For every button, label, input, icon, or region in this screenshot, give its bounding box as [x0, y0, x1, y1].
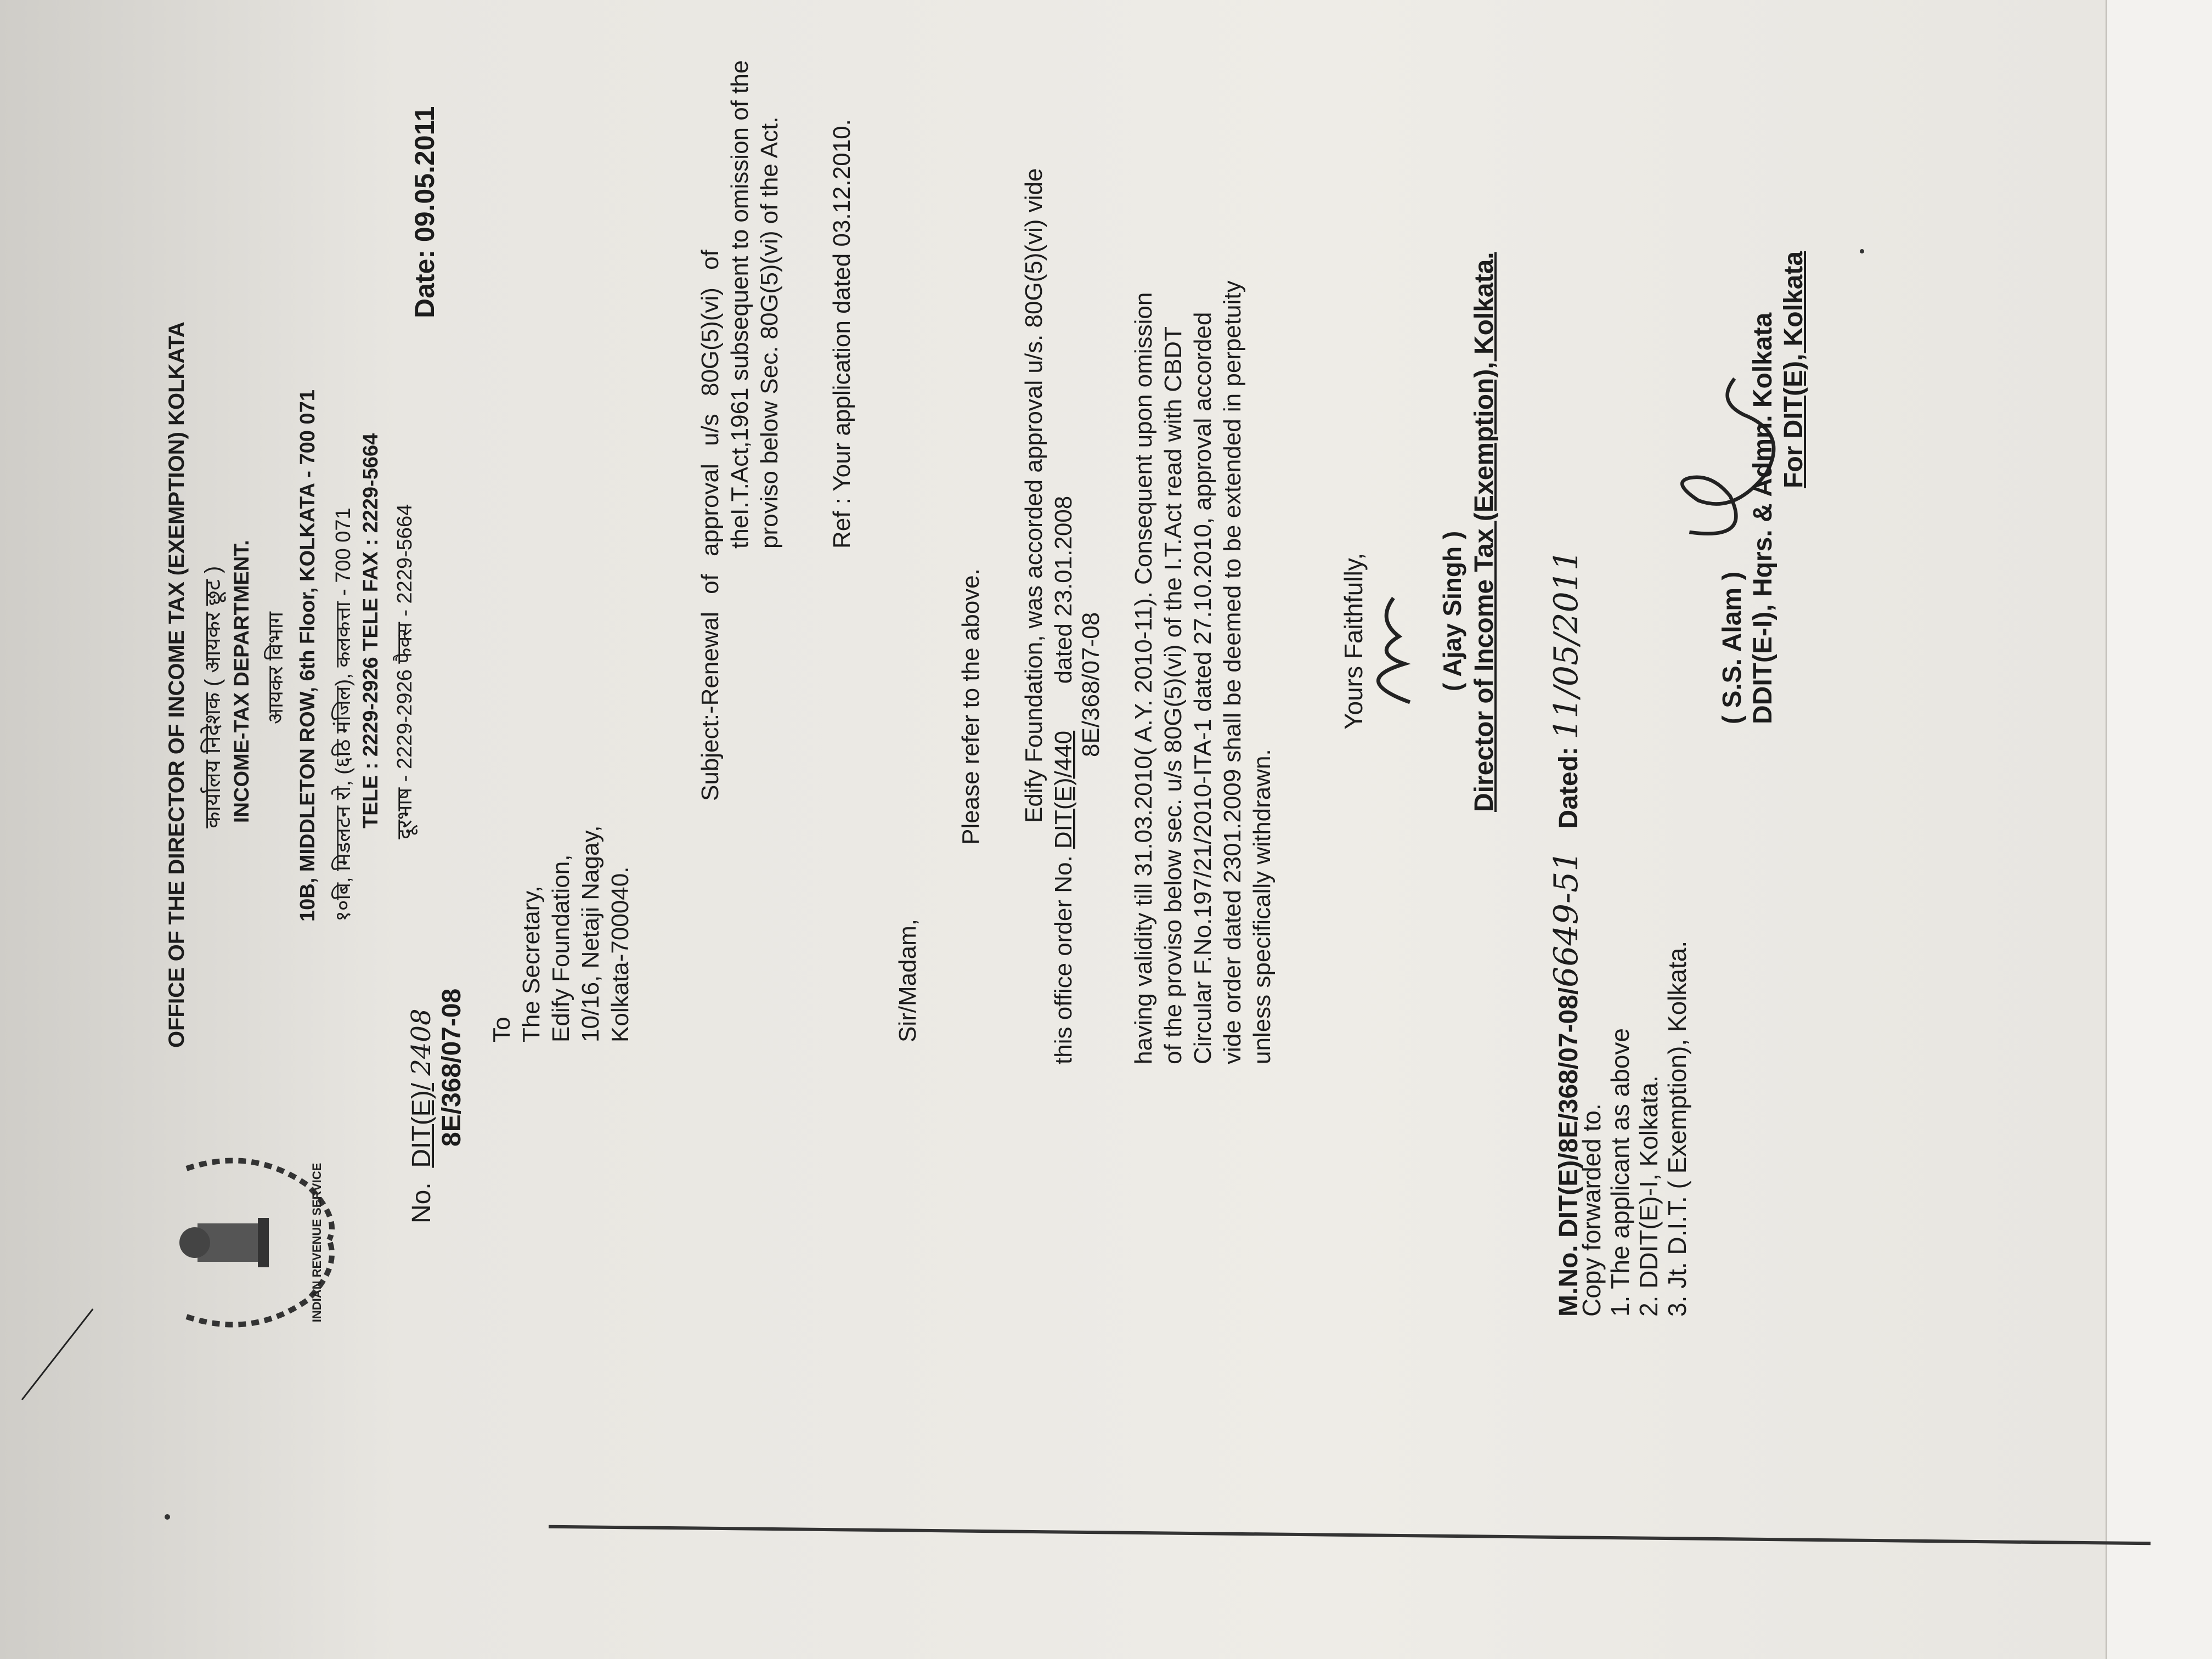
body-para3: Circular F.No.197/21/2010-ITA-1 dated 27.10.2010, approval accorded — [1189, 312, 1216, 1064]
handwritten-memo-no: 6649-51 — [1547, 850, 1585, 988]
letter-date: Date: 09.05.2011 — [409, 106, 440, 318]
handwritten-ref-no: 2408 — [406, 1008, 437, 1076]
office-address-hindi: १०बि, मिडलटन रो, (६ठि मंजिल), कलकत्ता - 700 071 — [332, 507, 355, 922]
speck — [165, 1514, 170, 1520]
paper-edge — [2106, 0, 2212, 1659]
second-signatory-name: ( S.S. Alam ) — [1718, 571, 1747, 724]
closing-yours: Yours Faithfully, — [1339, 552, 1368, 730]
handwritten-date: 11/05/2011 — [1547, 549, 1585, 740]
body-para2: Edify Foundation, was accorded approval u/s. 80G(5)(vi) vide — [1020, 168, 1047, 823]
second-signatory-for: For DIT(E), Kolkata — [1779, 251, 1808, 488]
body-para3: unless specifically withdrawn. — [1249, 749, 1276, 1064]
addressee-line: The Secretary, — [518, 885, 545, 1042]
second-signatory-title: DDIT(E-I), Hqrs. & Admn. Kolkata — [1748, 312, 1778, 724]
addressee-line: Kolkata-700040. — [607, 866, 634, 1042]
memo-number: M.No. DIT(E)/8E/368/07-08/6649-51 Dated: 11/05/2011 — [1547, 549, 1585, 1317]
office-phone-hindi: दूरभाष - 2229-2926 फैक्स - 2229-5664 — [393, 504, 416, 839]
subject-line: proviso below Sec. 80G(5)(vi) of the Act. — [756, 116, 783, 549]
subject-line: theI.T.Act,1961 subsequent to omission of the — [726, 60, 753, 549]
addressee-line: 10/16, Netaji Nagay, — [577, 825, 604, 1042]
addressee-to: To — [488, 1017, 515, 1042]
irs-emblem-icon — [165, 1136, 346, 1350]
body-para3: of the proviso below sec. u/s 80G(5)(vi) of the I.T.Act read with CBDT — [1160, 326, 1187, 1064]
svg-text:INDIAN REVENUE SERVICE: INDIAN REVENUE SERVICE — [310, 1163, 324, 1323]
letter-document — [165, 0, 1808, 1404]
body-para3: vide order dated 2301.2009 shall be deemed to be extended in perpetuity — [1219, 280, 1246, 1064]
copy-forwarded: Copy forwarded to. — [1577, 1103, 1606, 1317]
copy-item: 1. The applicant as above — [1606, 1028, 1634, 1317]
office-phone: TELE : 2229-2926 TELE FAX : 2229-5664 — [359, 433, 382, 828]
ref-no-line2: 8E/368/07-08 — [437, 988, 466, 1147]
body-para3: having validity till 31.03.2010( A.Y. 2010-11). Consequent upon omission — [1130, 292, 1157, 1064]
ajay-singh-signature — [1339, 587, 1437, 713]
salutation: Sir/Madam, — [894, 919, 921, 1042]
speck — [1860, 249, 1864, 253]
ref-no: No. DIT(E)/ 2408 — [406, 1008, 437, 1223]
addressee-line: Edify Foundation, — [548, 854, 574, 1042]
body-para1: Please refer to the above. — [957, 568, 984, 845]
signatory-name: ( Ajay Singh ) — [1438, 531, 1466, 691]
department-hindi: आयकर विभाग — [264, 611, 287, 724]
department: INCOME-TAX DEPARTMENT. — [230, 540, 253, 823]
reference-line: Ref : Your application dated 03.12.2010. — [828, 119, 855, 549]
signatory-title: Director of Income Tax (Exemption), Kolkata. — [1470, 252, 1499, 812]
subject-line: Subject:-Renewal of approval u/s 80G(5)(vi) of — [697, 250, 724, 801]
office-heading: OFFICE OF THE DIRECTOR OF INCOME TAX (EXEMPTION) KOLKATA — [165, 321, 189, 1048]
copy-item: 2. DDIT(E)-I, Kolkata. — [1634, 1075, 1663, 1317]
office-heading-hindi: कार्यालय निदेशक ( आयकर छूट ) — [201, 566, 225, 828]
body-para2: this office order No. DIT(E)/440 dated 23.01.2008 — [1050, 495, 1077, 1064]
office-address: 10B, MIDDLETON ROW, 6th Floor, KOLKATA - 700 071 — [296, 390, 319, 922]
copy-item: 3. Jt. D.I.T. ( Exemption), Kolkata. — [1663, 940, 1691, 1317]
body-para2: 8E/368/07-08 — [1077, 612, 1104, 757]
